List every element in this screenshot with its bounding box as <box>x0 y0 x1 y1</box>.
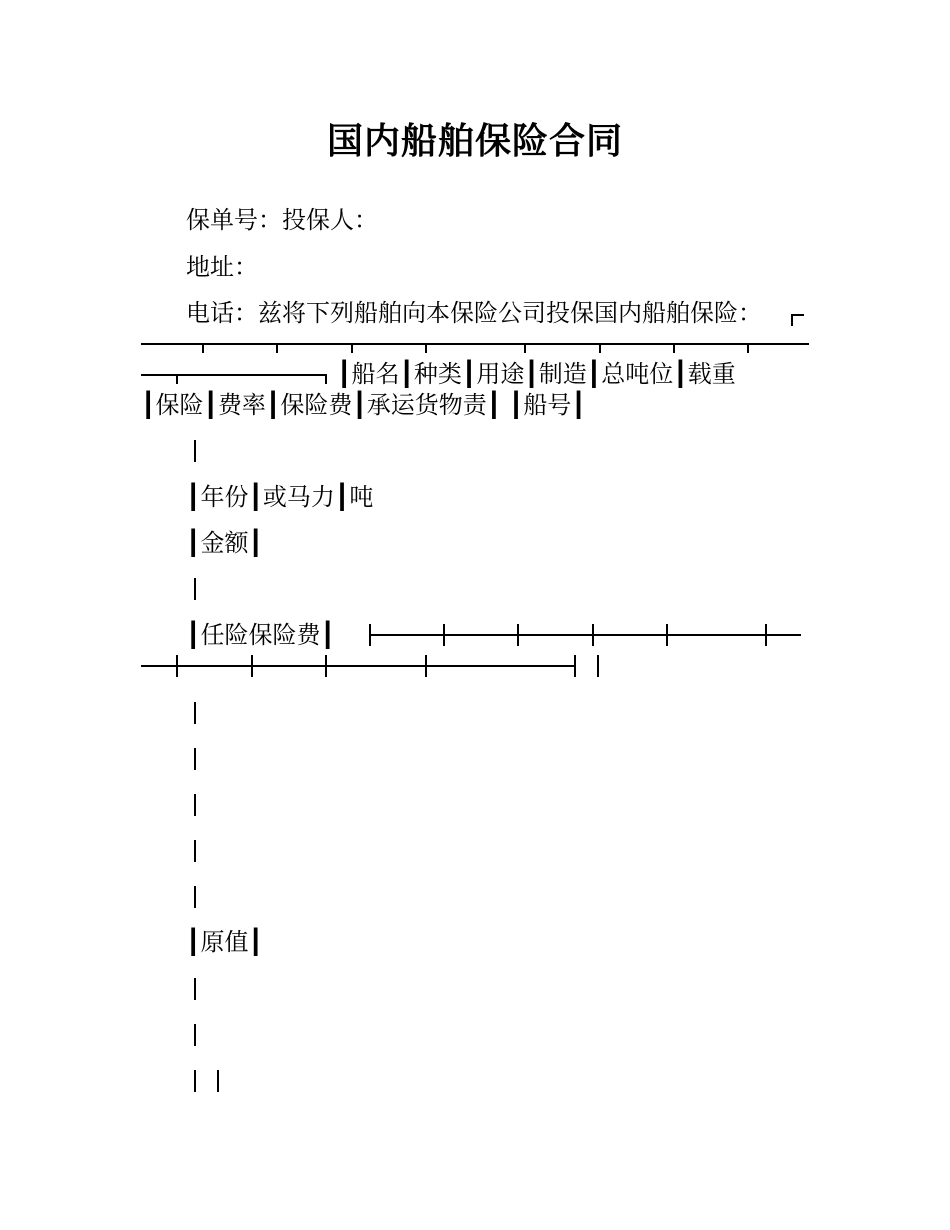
table-tick <box>425 343 427 353</box>
address-line: 地址： <box>186 253 258 281</box>
table-mid-rule-2 <box>141 665 575 667</box>
table-tick <box>599 343 601 353</box>
table-sub-rule <box>141 374 327 376</box>
row-amount: ┃金额┃ <box>186 529 263 557</box>
table-header-row1: ┃船名┃种类┃用途┃制造┃总吨位┃载重 <box>337 360 736 388</box>
table-mid-rule <box>369 634 801 636</box>
table-tick <box>592 624 594 646</box>
table-tick <box>351 343 353 353</box>
table-tick <box>666 624 668 646</box>
table-tick <box>517 624 519 646</box>
table-tick <box>325 655 327 677</box>
table-tick <box>765 624 767 646</box>
table-tick <box>276 343 278 353</box>
table-tick <box>251 655 253 677</box>
row-liability: ┃任险保险费┃ <box>186 621 335 649</box>
table-tick <box>524 343 526 353</box>
table-tick <box>425 655 427 677</box>
phone-line: 电话：兹将下列船舶向本保险公司投保国内船舶保险： <box>186 299 762 327</box>
table-tick <box>176 374 178 384</box>
table-bar <box>194 440 196 462</box>
row-value: ┃原值┃ <box>186 928 263 956</box>
table-tick <box>325 374 327 384</box>
table-bar <box>194 886 196 908</box>
table-tick <box>202 343 204 353</box>
table-tick <box>176 655 178 677</box>
table-bar <box>194 578 196 600</box>
table-corner-v <box>791 314 793 326</box>
table-bar <box>194 702 196 724</box>
row-year: ┃年份┃或马力┃吨 <box>186 483 374 511</box>
table-top-rule <box>141 343 809 345</box>
table-tick <box>443 624 445 646</box>
table-header-row2: ┃保险┃费率┃保险费┃承运货物责┃ ┃船号┃ <box>141 391 586 419</box>
table-bar <box>217 1070 219 1092</box>
table-tick <box>574 655 576 677</box>
document-title: 国内船舶保险合同 <box>326 121 623 162</box>
policy-line: 保单号：投保人： <box>186 206 378 234</box>
table-bar <box>194 840 196 862</box>
table-tick <box>673 343 675 353</box>
table-bar <box>194 1024 196 1046</box>
table-bar <box>194 794 196 816</box>
table-bar <box>194 1070 196 1092</box>
table-bar <box>194 978 196 1000</box>
table-bar <box>597 655 599 677</box>
table-tick <box>747 343 749 353</box>
table-bar <box>194 748 196 770</box>
